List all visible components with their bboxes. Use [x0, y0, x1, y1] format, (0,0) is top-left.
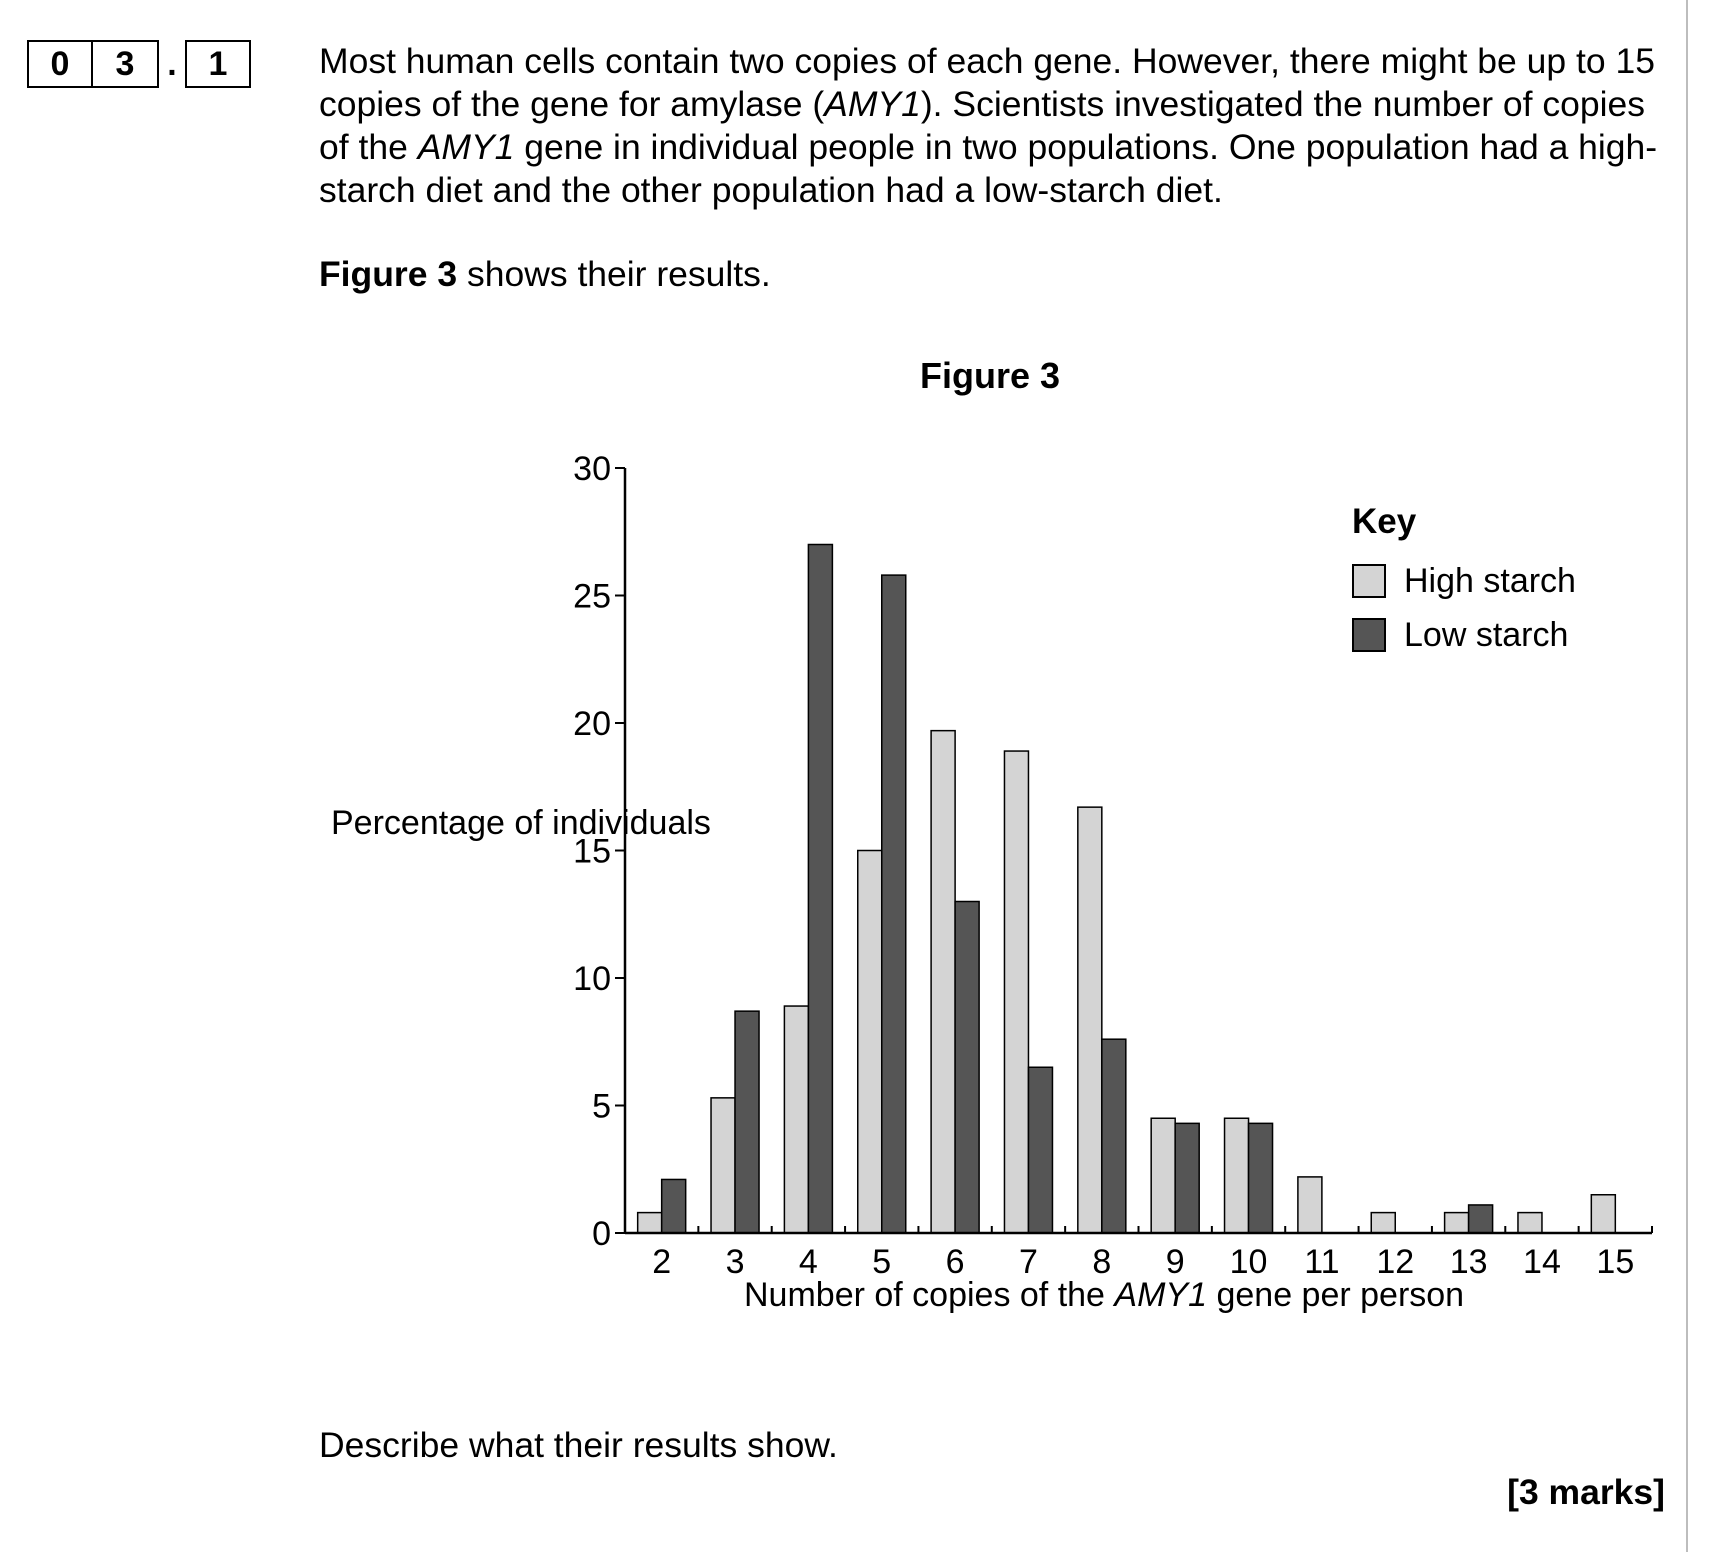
bar-high-starch-14 — [1518, 1213, 1542, 1233]
bar-high-starch-2 — [638, 1213, 662, 1233]
legend-title: Key — [1352, 502, 1417, 541]
x-tick-label-11: 11 — [1304, 1243, 1340, 1281]
x-tick-label-2: 2 — [652, 1243, 672, 1281]
y-tick-label-20: 20 — [573, 705, 611, 743]
bar-low-starch-13 — [1469, 1205, 1493, 1233]
bar-high-starch-5 — [858, 851, 882, 1234]
bar-low-starch-6 — [955, 902, 979, 1234]
task-instruction: Describe what their results show. — [319, 1425, 838, 1465]
bar-low-starch-5 — [882, 575, 906, 1233]
x-tick-label-8: 8 — [1092, 1243, 1112, 1281]
x-tick-label-3: 3 — [725, 1243, 745, 1281]
bar-low-starch-8 — [1102, 1039, 1126, 1233]
legend-item-low-starch — [1352, 608, 1576, 662]
bar-low-starch-9 — [1175, 1123, 1199, 1233]
x-tick-label-13: 13 — [1449, 1243, 1488, 1281]
x-tick-label-15: 15 — [1596, 1243, 1635, 1281]
x-tick-label-6: 6 — [945, 1243, 965, 1281]
bar-low-starch-7 — [1028, 1067, 1052, 1233]
y-tick-label-5: 5 — [592, 1087, 611, 1126]
x-tick-label-10: 10 — [1229, 1243, 1268, 1281]
bar-high-starch-15 — [1591, 1195, 1615, 1233]
bar-high-starch-11 — [1298, 1177, 1322, 1233]
bar-high-starch-7 — [1004, 751, 1028, 1233]
bar-high-starch-10 — [1225, 1118, 1249, 1233]
x-tick-label-9: 9 — [1165, 1243, 1185, 1281]
legend-item-high-starch — [1352, 554, 1576, 608]
intro-segment-gene-name: AMY1 — [417, 127, 515, 167]
bar-high-starch-8 — [1078, 807, 1102, 1233]
bar-low-starch-3 — [735, 1011, 759, 1233]
x-tick-label-14: 14 — [1523, 1243, 1561, 1281]
intro-segment: ). Scientists investigated the number of copies of the — [319, 84, 1646, 167]
bar-high-starch-6 — [931, 731, 955, 1233]
legend-swatch-low-starch — [1352, 618, 1386, 652]
y-axis-label: Percentage of individuals — [331, 804, 711, 842]
marks-label: [3 marks] — [1507, 1472, 1665, 1512]
y-tick-label-10: 10 — [573, 960, 611, 998]
question-number-box-1: 0 — [27, 40, 93, 88]
legend-swatch-high-starch — [1352, 564, 1386, 598]
intro-segment: Most human cells contain two copies of each gene. However, there might be up to 15 copies of the gene for amylase ( — [319, 41, 1655, 124]
chart-legend — [1352, 502, 1576, 662]
page-margin-line — [1686, 0, 1688, 1552]
x-axis-label — [744, 1276, 1464, 1315]
x-axis-label-part: Number of copies of the — [744, 1276, 1115, 1314]
bar-high-starch-9 — [1151, 1118, 1175, 1233]
bar-high-starch-3 — [711, 1098, 735, 1233]
figure-reference-bold: Figure 3 — [319, 254, 458, 294]
x-axis-label-part: gene per person — [1207, 1276, 1465, 1314]
figure-reference-rest: shows their results. — [457, 254, 771, 294]
question-number-separator: . — [167, 44, 177, 83]
intro-segment-gene-name: AMY1 — [824, 84, 921, 124]
bar-high-starch-4 — [784, 1006, 808, 1233]
intro-segment: gene in individual people in two populations. One population had a high-starch diet and the other population had a low-starch diet. — [319, 127, 1658, 210]
x-tick-label-12: 12 — [1376, 1243, 1415, 1281]
legend-label-low-starch: Low starch — [1404, 615, 1569, 654]
y-tick-label-15: 15 — [573, 832, 611, 871]
y-tick-label-30: 30 — [573, 450, 611, 488]
legend-label-high-starch: High starch — [1404, 561, 1576, 600]
x-tick-label-5: 5 — [872, 1243, 892, 1281]
bar-low-starch-2 — [662, 1179, 686, 1233]
bar-high-starch-12 — [1371, 1213, 1395, 1233]
bar-low-starch-10 — [1249, 1123, 1273, 1233]
question-number-box-2: 3 — [93, 40, 159, 88]
bar-high-starch-13 — [1445, 1213, 1469, 1233]
figure-title: Figure 3 — [920, 355, 1061, 396]
y-tick-label-0: 0 — [592, 1215, 611, 1253]
x-axis-label-gene: AMY1 — [1114, 1276, 1208, 1314]
x-tick-label-4: 4 — [798, 1243, 818, 1281]
x-tick-label-7: 7 — [1019, 1243, 1038, 1281]
y-tick-label-25: 25 — [573, 577, 611, 616]
question-part-box: 1 — [185, 40, 251, 88]
bar-low-starch-4 — [808, 545, 832, 1234]
